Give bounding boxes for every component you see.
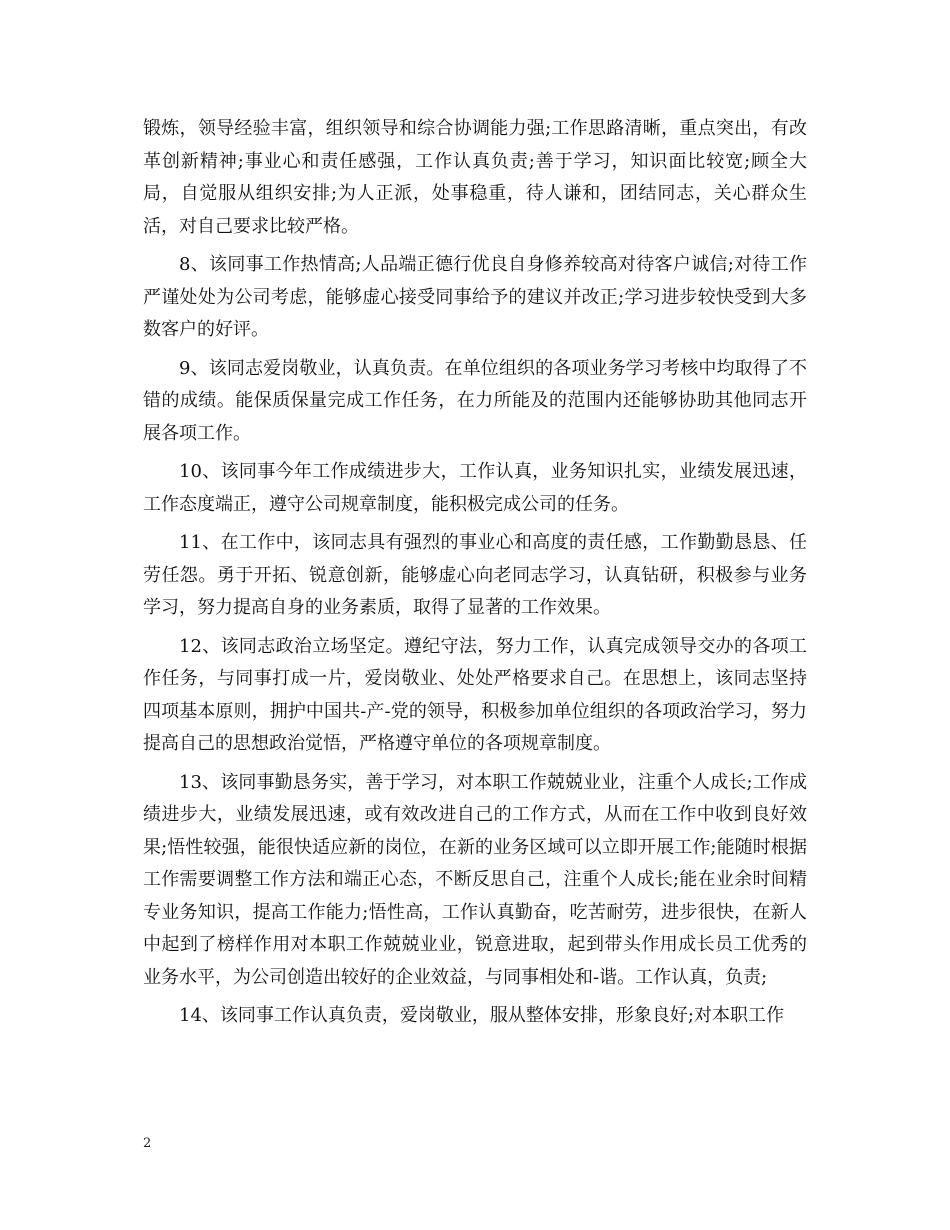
- paragraph-item-10: 10、该同事今年工作成绩进步大，工作认真，业务知识扎实，业绩发展迅速，工作态度端正，遵守公司规章制度，能积极完成公司的任务。: [143, 461, 807, 515]
- paragraph-item-8: 8、该同事工作热情高;人品端正德行优良自身修养较高对待客户诚信;对待工作严谨处处为公司考虑，能够虚心接受同事给予的建议并改正;学习进步较快受到大多数客户的好评。: [143, 254, 807, 340]
- paragraph-item-13: 13、该同事勤恳务实，善于学习，对本职工作兢兢业业，注重个人成长;工作成绩进步大，业绩发展迅速，或有效改进自己的工作方式，从而在工作中收到良好效果;悟性较强，能很快适应新的岗位，在新的业务区域可以立即开展工作;能随时根据工作需要调整工作方法和端正心态，不断反思自己，注重个人成长;能在业余时间精专业务知识，提高工作能力;悟性高，工作认真勤奋，吃苦耐劳，进步很快，在新人中起到了榜样作用对本职工作兢兢业业，锐意进取，起到带头作用成长员工优秀的业务水平，为公司创造出较好的企业效益，与同事相处和-谐。工作认真，负责;: [143, 771, 807, 988]
- paragraph-item-12: 12、该同志政治立场坚定。遵纪守法，努力工作，认真完成领导交办的各项工作任务，与同事打成一片，爱岗敬业、处处严格要求自己。在思想上，该同志坚持四项基本原则，拥护中国共-产-党的领导，积极参加单位组织的各项政治学习，努力提高自己的思想政治觉悟，严格遵守单位的各项规章制度。: [143, 635, 807, 754]
- paragraph-continuation: 锻炼，领导经验丰富，组织领导和综合协调能力强;工作思路清晰，重点突出，有改革创新精神;事业心和责任感强，工作认真负责;善于学习，知识面比较宽;顾全大局，自觉服从组织安排;为人正派，处事稳重，待人谦和，团结同志，关心群众生活，对自己要求比较严格。: [143, 118, 807, 237]
- page-number: 2: [143, 1136, 152, 1151]
- paragraph-item-14: 14、该同事工作认真负责，爱岗敬业，服从整体安排，形象良好;对本职工作: [179, 1005, 784, 1026]
- paragraph-item-11: 11、在工作中，该同志具有强烈的事业心和高度的责任感，工作勤勤恳恳、任劳任怨。勇于开拓、锐意创新，能够虚心向老同志学习，认真钻研，积极参与业务学习，努力提高自身的业务素质，取得了显著的工作效果。: [143, 532, 807, 618]
- paragraph-item-9: 9、该同志爱岗敬业，认真负责。在单位组织的各项业务学习考核中均取得了不错的成绩。能保质保量完成工作任务，在力所能及的范围内还能够协助其他同志开展各项工作。: [143, 357, 807, 444]
- document-body: [143, 113, 807, 1033]
